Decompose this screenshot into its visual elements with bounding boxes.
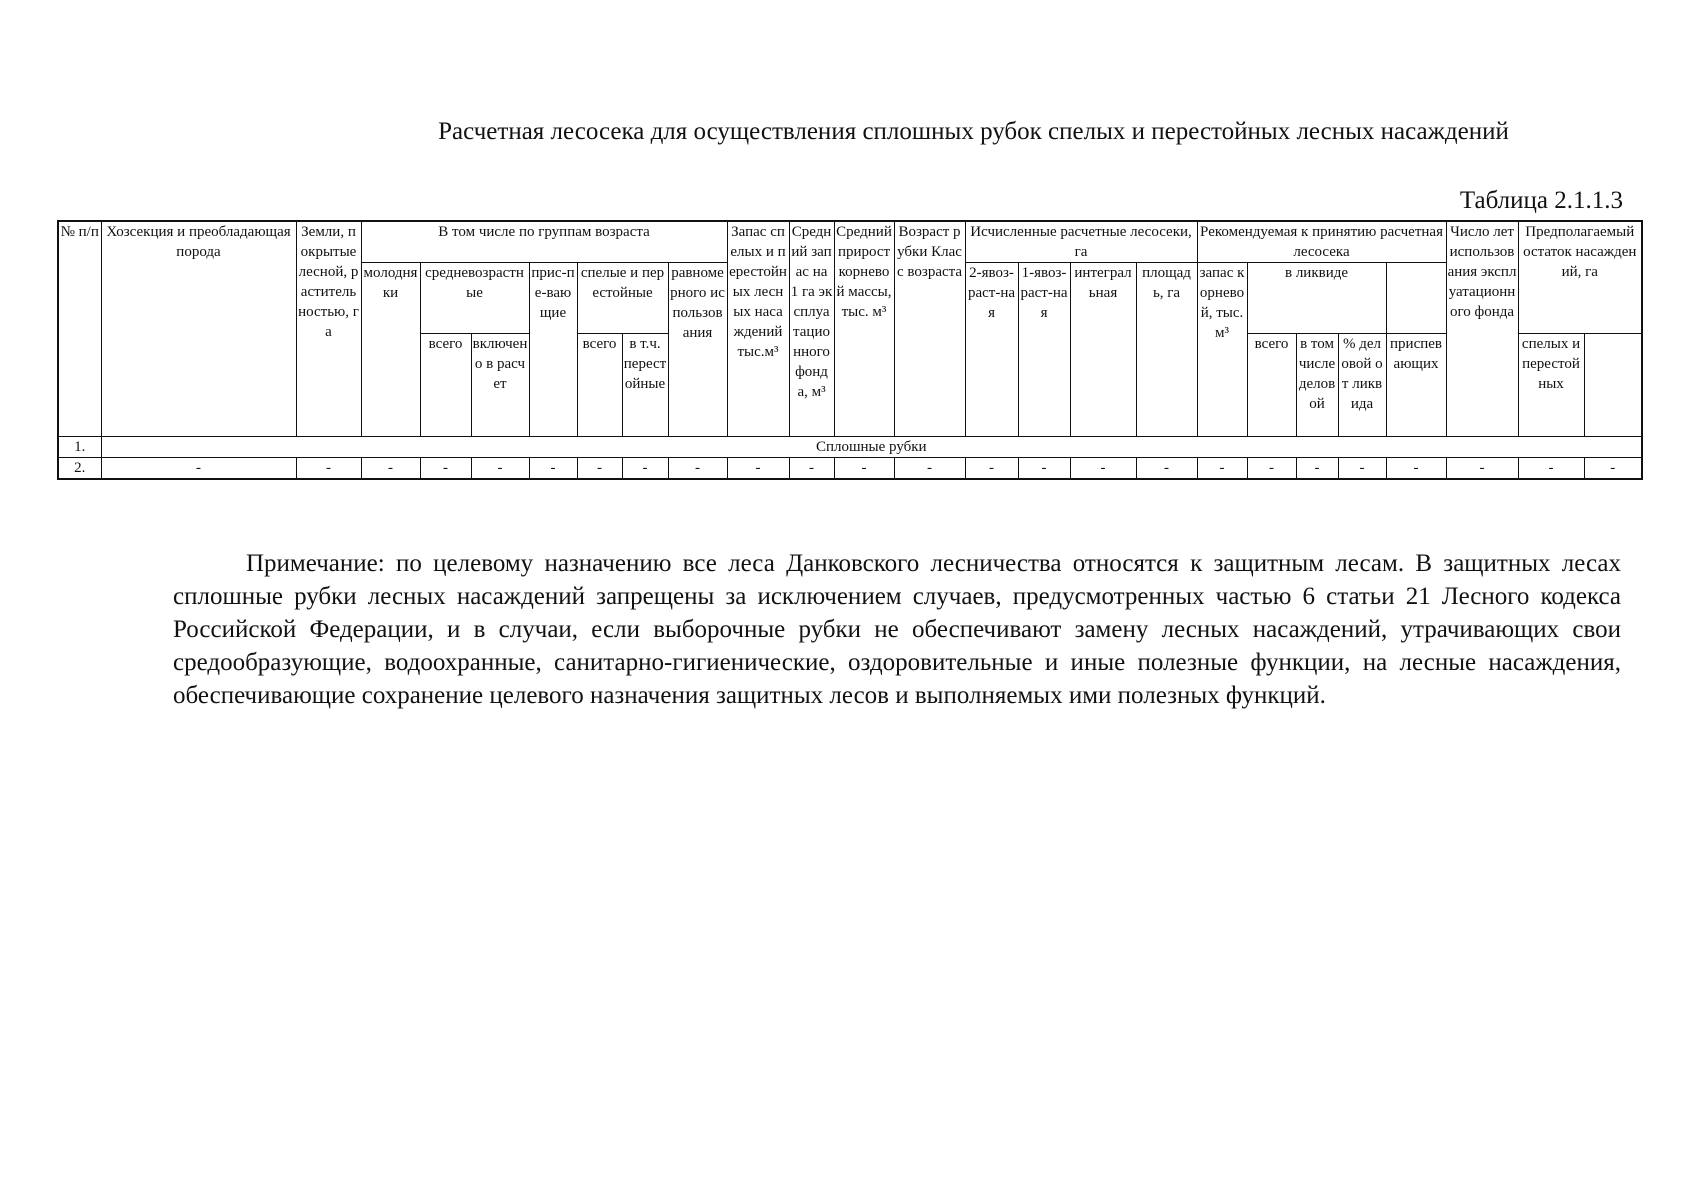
header-v-tom-chisle-delovoy: в том числе деловой — [1296, 334, 1338, 437]
header-sv-vklyucheno: включено в расчет — [471, 334, 529, 437]
table-cell: - — [894, 458, 965, 480]
calculation-table — [57, 220, 1643, 480]
header-age-groups: В том числе по группам возраста — [361, 221, 727, 263]
header-prispevayushchie: прис-пе-вающие — [529, 263, 577, 437]
header-sredniy-zapas: Средний запас на 1 га эксплуатационного фонда, м³ — [789, 221, 834, 437]
table-cell: - — [1518, 458, 1584, 480]
table-cell: - — [296, 458, 361, 480]
table-cell: - — [101, 458, 296, 480]
header-ravnomernogo: равномерного использования — [668, 263, 727, 437]
table-cell: - — [622, 458, 668, 480]
header-rekomenduemaya: Рекомендуемая к принятию расчетная лесосека — [1197, 221, 1446, 263]
header-sp-vsego: всего — [577, 334, 622, 437]
table-cell: - — [1584, 458, 1642, 480]
table-number: Таблица 2.1.1.3 — [1459, 187, 1623, 214]
row-number: 1. — [58, 437, 101, 458]
table-cell: - — [361, 458, 420, 480]
table-cell: - — [727, 458, 789, 480]
table-cell: - — [577, 458, 622, 480]
header-khozsektsiya: Хозсекция и преобладающая порода — [101, 221, 296, 437]
header-ploshchad: площадь, га — [1136, 263, 1197, 437]
table-cell: - — [471, 458, 529, 480]
header-protsent-delovoy: % деловой от ликвида — [1338, 334, 1386, 437]
header-ost-spelykh: спелых и перестойных — [1518, 334, 1584, 437]
header-1-yavozrastnaya: 1-явоз-раст-ная — [1018, 263, 1070, 437]
header-srednevozrastnye: средневозрастные — [420, 263, 529, 334]
table-cell: - — [1247, 458, 1296, 480]
header-spelye-perestoynye: спелые и перестойные — [577, 263, 668, 334]
table-cell: - — [1136, 458, 1197, 480]
section-label: Сплошные рубки — [101, 437, 1642, 458]
header-zapas-kornevoy: запас корневой, тыс.м³ — [1197, 263, 1247, 437]
header-integralnaya: интегральная — [1070, 263, 1136, 437]
header-ischislennye: Исчисленные расчетные лесосеки, га — [965, 221, 1197, 263]
header-row-1 — [58, 221, 1642, 263]
header-zapas: Запас спелых и перестойных лесных насаждений тыс.м³ — [727, 221, 789, 437]
table-cell: - — [1296, 458, 1338, 480]
header-sp-v-tch: в т.ч. перестойные — [622, 334, 668, 437]
header-2-yavozrastnaya: 2-явоз-раст-ная — [965, 263, 1018, 437]
header-sv-vsego: всего — [420, 334, 471, 437]
table-cell: - — [1446, 458, 1518, 480]
header-chislo-let: Число лет использования эксплуатационного фонда — [1446, 221, 1518, 437]
table-cell: - — [1338, 458, 1386, 480]
table-cell: - — [1070, 458, 1136, 480]
header-ost-prispevayushchikh: приспевающих — [1386, 334, 1446, 437]
table-cell: - — [1018, 458, 1070, 480]
header-v-likvide: в ликвиде — [1247, 263, 1386, 334]
header-zemli: Земли, покрытые лесной, растительностью, га — [296, 221, 361, 437]
header-num: № п/п — [58, 221, 101, 437]
table-cell: - — [529, 458, 577, 480]
table-cell: - — [420, 458, 471, 480]
table-cell: - — [668, 458, 727, 480]
table-cell: - — [789, 458, 834, 480]
table-cell: - — [1386, 458, 1446, 480]
table-cell: - — [834, 458, 894, 480]
row-number: 2. — [58, 458, 101, 480]
header-molodnyaki: молодняки — [361, 263, 420, 437]
header-likvid-vsego: всего — [1247, 334, 1296, 437]
table-cell: - — [1197, 458, 1247, 480]
header-ostatok: Предполагаемый остаток насаждений, га — [1518, 221, 1642, 334]
table-row — [58, 437, 1642, 458]
table-row — [58, 458, 1642, 480]
header-sredniy-prirost: Средний прирост корневой массы, тыс. м³ — [834, 221, 894, 437]
header-vozrast-rubki: Возраст рубки Класс возраста — [894, 221, 965, 437]
table-cell: - — [965, 458, 1018, 480]
document-title: Расчетная лесосека для осуществления сплошных рубок спелых и перестойных лесных насаждений — [438, 118, 1509, 145]
note-paragraph: Примечание: по целевому назначению все леса Данковского лесничества относятся к защитным лесам. В защитных лесах сплошные рубки лесных насаждений запрещены за исключением случаев, предусмотренных частью 6 статьи 21 Лесного кодекса Российской Федерации, и в случаи, если выборочные рубки не обеспечивают замену лесных насаждений, утрачивающих свои средообразующие, водоохранные, санитарно-гигиенические, оздоровительные и иные полезные функции, на лесные насаждения, обеспечивающие сохранение целевого назначения защитных лесов и выполняемых ими полезных функций. — [173, 550, 1621, 709]
